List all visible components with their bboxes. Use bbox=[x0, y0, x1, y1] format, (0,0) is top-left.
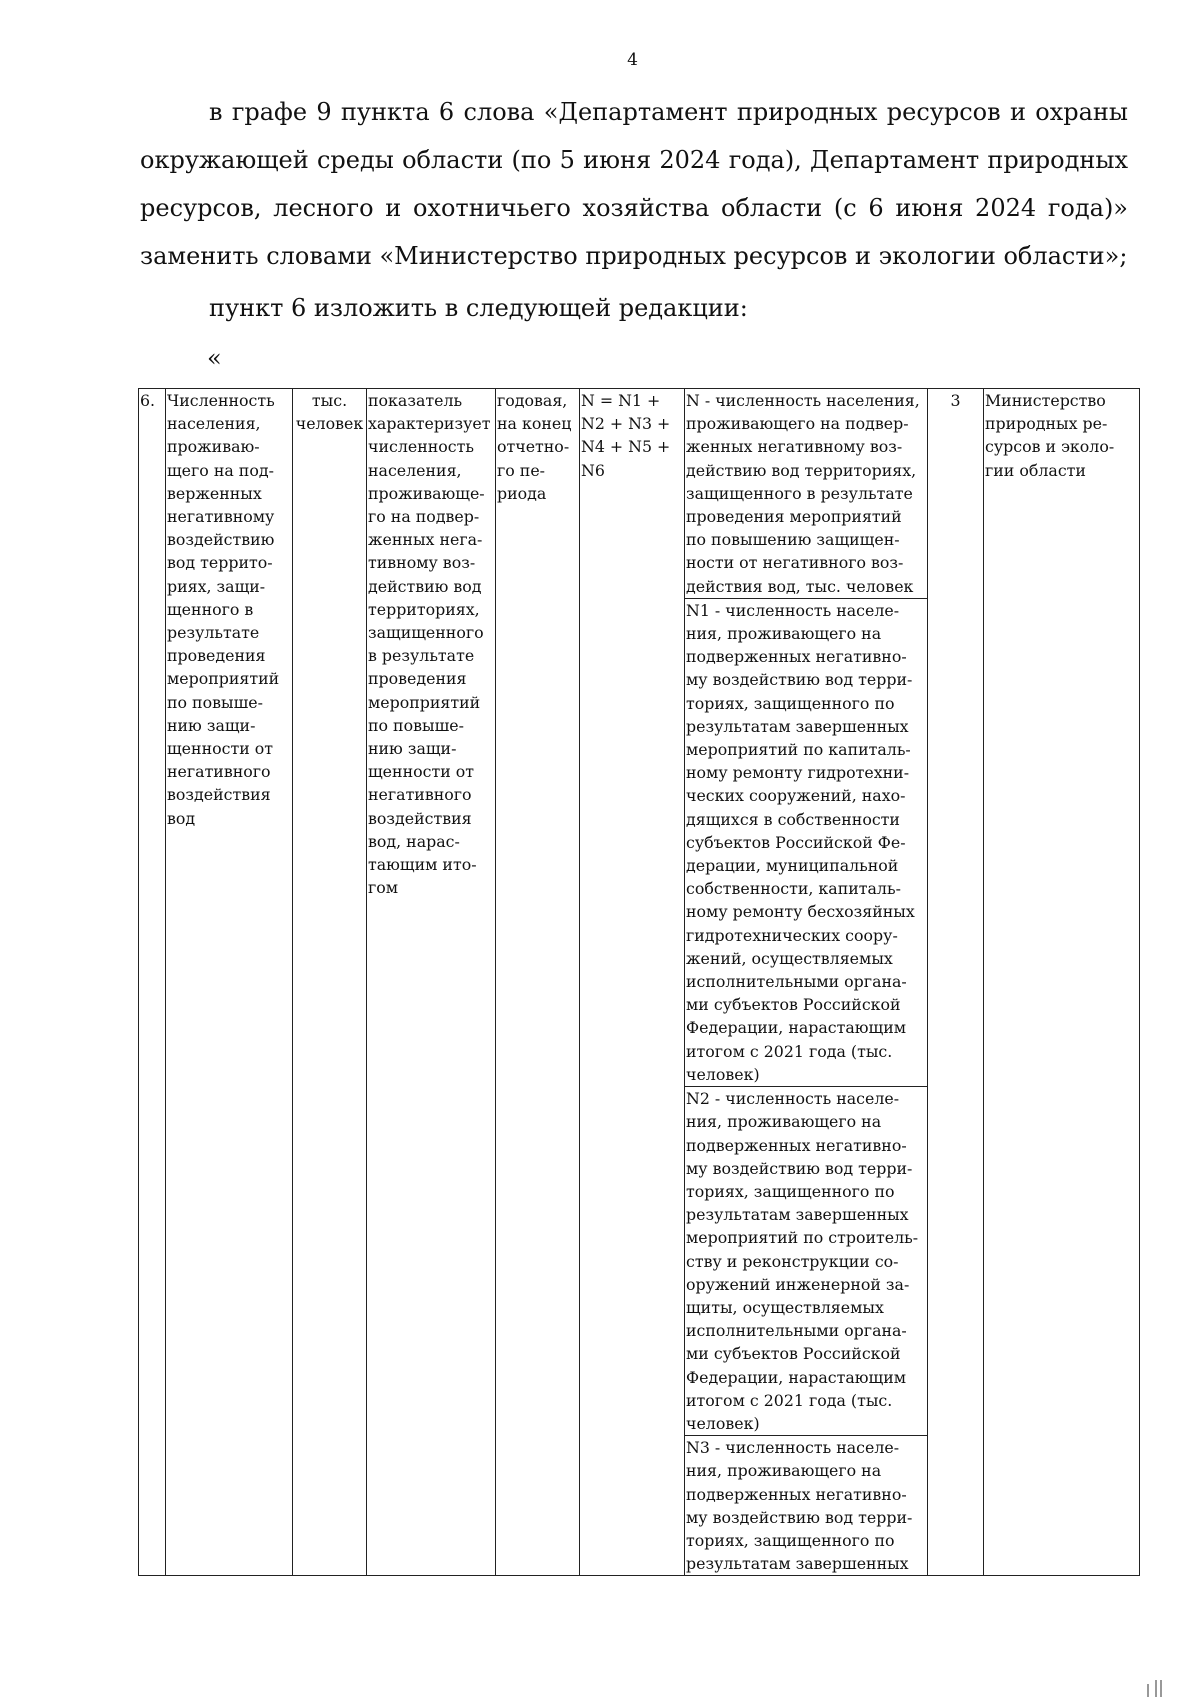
variable-n1: N1 - численность населе- ния, проживающего на подверженных негативно- му воздействию вод терри- ториях, защищенного по результатам завершенных мероприятий по капиталь- ному ремонту гидротехни- ческих сооружений, нахо- дящихся в собственности субъектов Российской Фе- дерации, муниципальной собственности, капиталь- ному ремонту бесхозяйных гидротехнических соору- жений, осуществляемых исполнительными органа- ми субъектов Российской Федерации, нарастающим итогом с 2021 года (тыс. человек) bbox=[685, 598, 927, 1086]
cell-responsible: Министерство природных ре- сурсов и эколо- гии области bbox=[984, 389, 1140, 1576]
cell-description: показатель характеризует численность населения, проживающе- го на подвер- женных нега- тивному воз- действию вод территориях, защищенного в результате проведения мероприятий по повыше- нию защи- щенности от негативного воздействия вод, нарас- тающим ито- гом bbox=[367, 389, 496, 1576]
indicator-table bbox=[138, 388, 1140, 1576]
amendment-paragraph-1: в графе 9 пункта 6 слова «Департамент природных ресурсов и охраны окружающей среды области (по 5 июня 2024 года), Департамент природных ресурсов, лесного и охотничьего хозяйства области (с 6 июня 2024 года)» заменить словами «Министерство природных ресурсов и экологии области»; bbox=[140, 98, 1128, 270]
amendment-paragraph-2: пункт 6 изложить в следующей редакции: bbox=[209, 294, 748, 322]
cell-row-number: 6. bbox=[139, 389, 166, 1576]
cell-unit: тыс. человек bbox=[293, 389, 367, 1576]
cell-source-code: 3 bbox=[928, 389, 984, 1576]
scan-artifact-mark bbox=[1144, 1678, 1174, 1697]
variable-n: N - численность населения, проживающего на подвер- женных негативному воз- действию вод территориях, защищенного в результате проведения мероприятий по повышению защищен- ности от негативного воз- действия вод, тыс. человек bbox=[686, 391, 920, 596]
cell-formula: N = N1 + N2 + N3 + N4 + N5 + N6 bbox=[580, 389, 685, 1576]
cell-indicator-name: Численность населения, проживаю- щего на под- верженных негативному воздействию вод террито- риях, защи- щенного в результате проведения мероприятий по повыше- нию защи- щенности от негативного воздействия вод bbox=[166, 389, 293, 1576]
table-row bbox=[139, 389, 1140, 1576]
opening-quote-mark: « bbox=[207, 344, 222, 372]
variable-n3: N3 - численность населе- ния, проживающего на подверженных негативно- му воздействию вод терри- ториях, защищенного по результатам завершенных bbox=[685, 1435, 927, 1575]
page-number: 4 bbox=[627, 50, 638, 70]
cell-variables bbox=[685, 389, 928, 1576]
cell-period: годовая, на конец отчетно- го пе- риода bbox=[496, 389, 580, 1576]
variable-n2: N2 - численность населе- ния, проживающего на подверженных негативно- му воздействию вод терри- ториях, защищенного по результатам завершенных мероприятий по строитель- ству и реконструкции со- оружений инженерной за- щиты, осуществляемых исполнительными органа- ми субъектов Российской Федерации, нарастающим итогом с 2021 года (тыс. человек) bbox=[685, 1086, 927, 1435]
